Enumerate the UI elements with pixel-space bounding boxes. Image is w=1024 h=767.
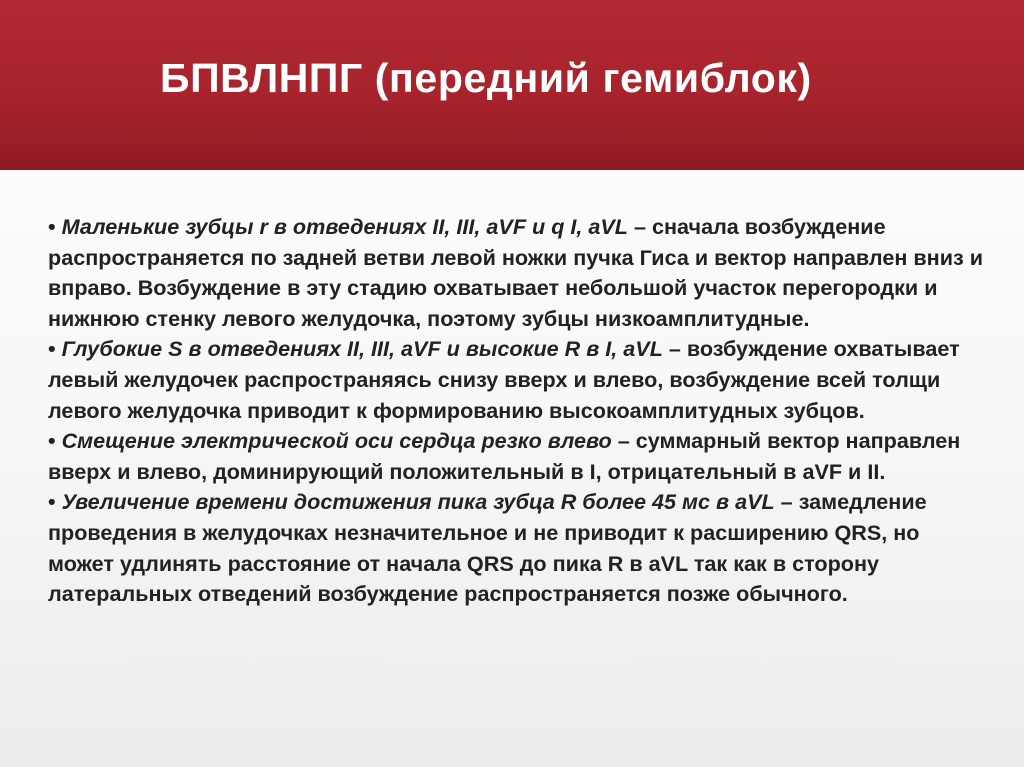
bullet-item (48, 487, 983, 609)
bullet-list (48, 212, 983, 610)
bullet-text: – замедление проведения в желудочках незначительное и не приводит к расширению QRS, но может удлинять расстояние от начала QRS до пика R в aVL так как в сторону латеральных отведений возбуждение распространяется позже обычного. (48, 489, 927, 607)
bullet-marker: • (48, 214, 56, 239)
bullet-text: – сначала возбуждение распространяется по задней ветви левой ножки пучка Гиса и вектор направлен вниз и вправо. Возбуждение в эту стадию охватывает небольшой участок перегородки и нижнюю стенку левого желудочка, поэтому зубцы низкоамплитудные. (48, 214, 983, 331)
slide-title: БПВЛНПГ (передний гемиблок) (160, 55, 812, 101)
bullet-emphasis: Увеличение времени достижения пика зубца R более 45 мс в aVL (61, 489, 775, 515)
bullet-emphasis: Смещение электрической оси сердца резко влево (61, 428, 612, 454)
bullet-marker: • (48, 428, 56, 454)
bullet-marker: • (48, 336, 56, 362)
title-banner (0, 0, 1024, 170)
bullet-marker: • (48, 489, 56, 515)
bullet-text: – возбуждение охватывает левый желудочек распространяясь снизу вверх и влево, возбуждение всей толщи левого желудочка приводит к формированию высокоамплитудных зубцов. (48, 336, 960, 423)
bullet-emphasis: Маленькие зубцы r в отведениях II, III, aVF и q I, aVL (61, 214, 628, 239)
bullet-item (48, 426, 983, 487)
bullet-item (48, 212, 983, 334)
bullet-text: – суммарный вектор направлен вверх и влево, доминирующий положительный в I, отрицательный в aVF и II. (48, 428, 961, 484)
bullet-emphasis: Глубокие S в отведениях II, III, aVF и высокие R в I, aVL (61, 336, 663, 362)
bullet-item (48, 334, 983, 426)
